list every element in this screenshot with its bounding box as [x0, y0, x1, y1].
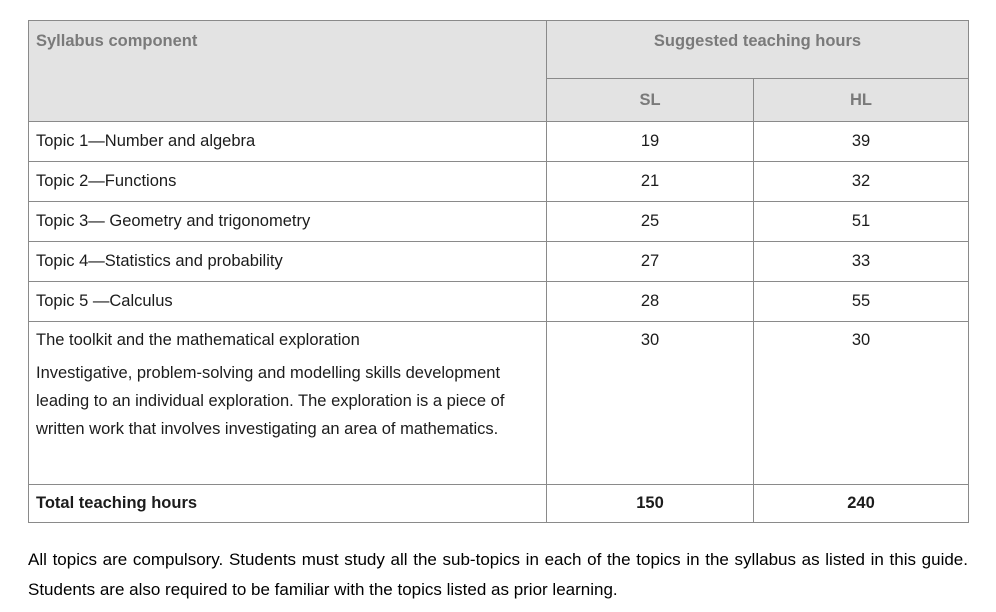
column-header-syllabus-component: Syllabus component [29, 21, 547, 122]
topic-1-label: Topic 1—Number and algebra [29, 122, 547, 162]
table-row-topic-4 [29, 242, 969, 282]
topic-1-hl-hours: 39 [754, 122, 969, 162]
table-row-topic-3 [29, 202, 969, 242]
topic-3-hl-hours: 51 [754, 202, 969, 242]
header-row-main [29, 21, 969, 79]
column-header-sl: SL [547, 79, 754, 122]
total-sl-hours: 150 [547, 485, 754, 523]
topic-4-sl-hours: 27 [547, 242, 754, 282]
table-row-toolkit [29, 322, 969, 485]
compulsory-topics-note: All topics are compulsory. Students must study all the sub-topics in each of the topics in the syllabus as listed in this guide. Students are also required to be familiar with the topics listed as prior learning. [28, 550, 968, 599]
toolkit-sl-hours: 30 [547, 322, 754, 485]
column-header-hl: HL [754, 79, 969, 122]
topic-3-label: Topic 3— Geometry and trigonometry [29, 202, 547, 242]
table-header [29, 21, 969, 122]
total-hl-hours: 240 [754, 485, 969, 523]
toolkit-hl-hours: 30 [754, 322, 969, 485]
topic-5-label: Topic 5 —Calculus [29, 282, 547, 322]
column-header-suggested-teaching-hours: Suggested teaching hours [547, 21, 969, 79]
toolkit-cell [29, 322, 547, 485]
table-row-topic-2 [29, 162, 969, 202]
topic-4-label: Topic 4—Statistics and probability [29, 242, 547, 282]
topic-2-sl-hours: 21 [547, 162, 754, 202]
topic-5-sl-hours: 28 [547, 282, 754, 322]
toolkit-title: The toolkit and the mathematical exploration [36, 331, 360, 349]
syllabus-hours-table [28, 20, 969, 523]
topic-2-label: Topic 2—Functions [29, 162, 547, 202]
topic-1-sl-hours: 19 [547, 122, 754, 162]
table-body [29, 122, 969, 523]
table-row-total [29, 485, 969, 523]
toolkit-description: Investigative, problem-solving and modelling skills development leading to an individual exploration. The exploration is a piece of written work that involves investigating an area of mathematics. [36, 364, 505, 438]
topic-2-hl-hours: 32 [754, 162, 969, 202]
total-label: Total teaching hours [29, 485, 547, 523]
table-row-topic-1 [29, 122, 969, 162]
table-row-topic-5 [29, 282, 969, 322]
topic-5-hl-hours: 55 [754, 282, 969, 322]
topic-3-sl-hours: 25 [547, 202, 754, 242]
topic-4-hl-hours: 33 [754, 242, 969, 282]
